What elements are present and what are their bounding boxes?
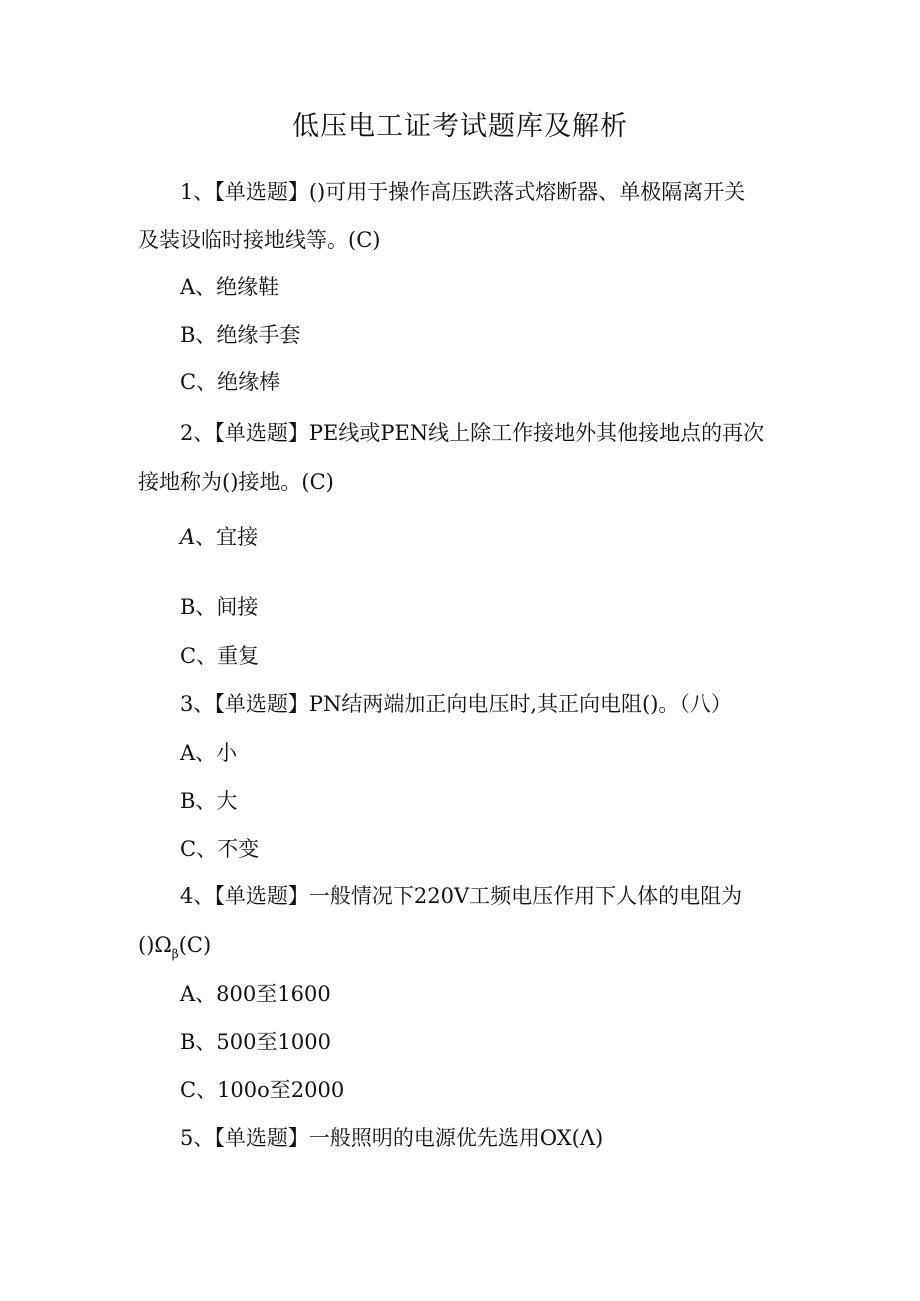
question-1-option-c: C、绝缘棒	[180, 370, 281, 394]
question-4-text: 4、【单选题】一般情况下220V工频电压作用下人体的电阻为	[180, 884, 743, 908]
question-2-text-cont: 接地称为()接地。(C)	[138, 470, 334, 494]
formula-pre: ()Ω	[138, 933, 172, 957]
formula-subscript: β	[171, 947, 179, 961]
question-2-option-c: C、重复	[180, 644, 260, 668]
option-label: 、宜接	[195, 525, 259, 549]
answer-mark: (C)	[178, 933, 212, 957]
question-5-text: 5、【单选题】一般照明的电源优先选用OX(Λ)	[180, 1126, 604, 1150]
question-1-text: 1、【单选题】()可用于操作高压跌落式熔断器、单极隔离开关	[180, 180, 746, 204]
question-3-option-b: B、大	[180, 789, 238, 813]
question-4-text-cont	[138, 930, 211, 963]
question-4-option-b: B、500至1000	[180, 1030, 331, 1054]
question-3-text: 3、【单选题】PN结两端加正向电压时,其正向电阻()。（八）	[180, 692, 732, 716]
question-2-option-a	[180, 522, 258, 552]
question-3-option-c: C、不变	[180, 837, 260, 861]
question-3-option-a: A、小	[180, 741, 238, 765]
question-4-option-c: C、100o至2000	[180, 1078, 345, 1102]
document-title: 低压电工证考试题库及解析	[292, 111, 628, 142]
question-1-option-b: B、绝缘手套	[180, 323, 301, 347]
question-4-option-a: A、800至1600	[180, 982, 331, 1006]
option-letter: A	[180, 525, 196, 549]
question-1-text-cont: 及装设临时接地线等。(C)	[138, 228, 381, 252]
question-1-option-a: A、绝缘鞋	[180, 275, 280, 299]
question-2-text: 2、【单选题】PE线或PEN线上除工作接地外其他接地点的再次	[180, 421, 765, 445]
question-2-option-b: B、间接	[180, 595, 259, 619]
